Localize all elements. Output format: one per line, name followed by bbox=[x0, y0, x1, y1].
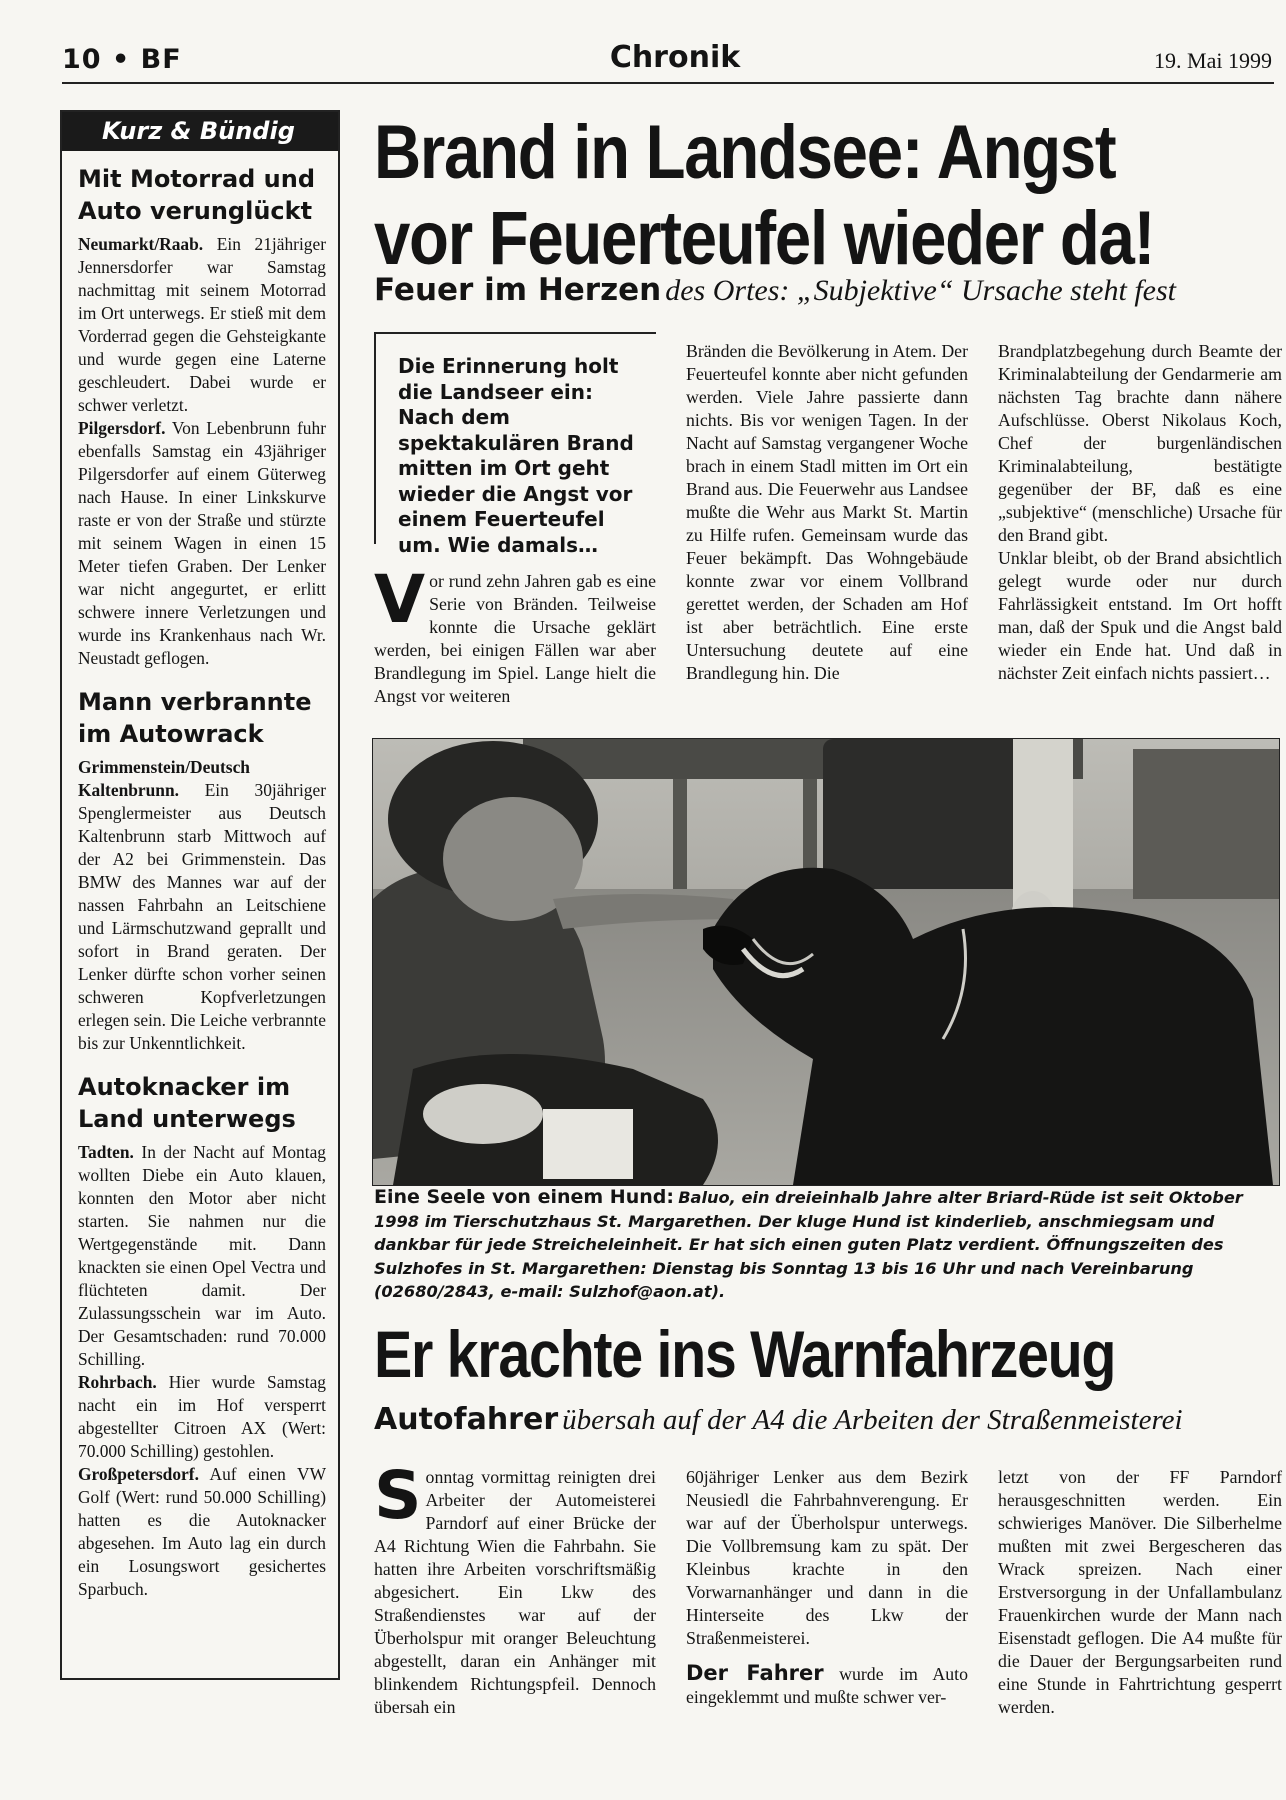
section-title: Chronik bbox=[609, 40, 741, 75]
column-paragraph: Brandplatzbegehung durch Beamte der Kriminalabteilung der Gendarmerie am nächsten Tag brachte dann nähere Aufschlüsse. Oberst Nikolaus Koch, Chef der burgenländischen Kriminalabteilung, bestätigte gegenüber der BF, daß es eine „subjektive“ (menschliche) Ursache für den Brand gibt. bbox=[998, 341, 1282, 545]
brief-place: Neumarkt/Raab. bbox=[78, 234, 204, 254]
column-text: onntag vormittag reinigten drei Arbeiter der Automeisterei Parndorf auf einer Brücke der A4 Richtung Wien die Fahrbahn. Sie hatten ihre Arbeiten vorschriftsmäßig abgesichert. Ein Lkw des Straßendienstes war auf der Überholspur mit oranger Beleuchtung abgestellt, daran ein Anhänger mit blinkendem Richtungspfeil. Dennoch übersah ein bbox=[374, 1467, 656, 1717]
article-column-1 bbox=[374, 561, 656, 708]
brief-title: Mit Motorrad und Auto verunglückt bbox=[78, 165, 316, 225]
caption-body: Baluo, ein dreieinhalb Jahre alter Briard-Rüde ist seit Oktober 1998 im Tierschutzhaus St. Margarethen. Der kluge Hund ist kinderlieb, anschmiegsam und dankbar für jede Streicheleinheit. Er hat sich einen guten Platz verdient. Öffnungszeiten des Sulzhofes in St. Margarethen: Dienstag bis Sonntag 13 bis 16 Uhr und nach Vereinbarung (02680/2843, e-mail: Sulzhof@aon.at). bbox=[374, 1188, 1243, 1301]
brief-text: Auf einen VW Golf (Wert: rund 50.000 Schilling) hatten es die Autoknacker abgesehen. Im Auto lag ein durch ein Losungswort gesichertes Sparbuch. bbox=[78, 1464, 327, 1599]
header-rule bbox=[62, 82, 1274, 84]
brief-place: Pilgersdorf. bbox=[78, 418, 166, 438]
column-text: or rund zehn Jahren gab es eine Serie von Bränden. Teilweise konnte die Ursache geklärt werden, bei einigen Fällen war aber Brandlegung im Spiel. Lange hielt die Angst vor weiteren bbox=[374, 571, 656, 706]
main-subheadline bbox=[374, 272, 1274, 308]
brief-paragraph bbox=[78, 417, 326, 670]
headline-line: Brand in Landsee: Angst bbox=[374, 110, 1116, 195]
brief-title: Autoknacker im Land unterwegs bbox=[78, 1073, 296, 1133]
brief-place: Tadten. bbox=[78, 1142, 134, 1162]
dog-photo-image bbox=[373, 739, 1279, 1185]
second-subheadline bbox=[374, 1402, 1274, 1437]
brief-paragraph bbox=[78, 756, 326, 1055]
brief-paragraph bbox=[78, 1463, 326, 1601]
subheadline-rest: des Ortes: „Subjektive“ Ursache steht fest bbox=[665, 274, 1176, 307]
column-paragraph bbox=[686, 1662, 968, 1709]
subheadline-lead: Autofahrer bbox=[374, 1402, 559, 1437]
main-headline bbox=[374, 110, 1155, 282]
issue-date: 19. Mai 1999 bbox=[1154, 48, 1272, 73]
article2-column-3: letzt von der FF Parndorf herausgeschnitten werden. Ein schwieriges Manöver. Die Silberhelme mußten mit zwei Bergescheren das Wrack spreizen. Nach einer Erstversorgung in der Unfallambulanz Frauenkirchen wurde der Mann nach Eisenstadt geflogen. Die A4 mußte für die Dauer der Bergungsarbeiten rund eine Stunde in Fahrtrichtung gesperrt werden. bbox=[998, 1467, 1282, 1717]
brief-paragraph bbox=[78, 1141, 326, 1371]
paragraph-lead: Der Fahrer bbox=[686, 1661, 824, 1685]
page-number: 10 • BF bbox=[62, 44, 182, 75]
brief-title: Mann verbrannte im Autowrack bbox=[78, 688, 312, 748]
brief-text: Ein 21jähriger Jennersdorfer war Samstag nachmittag mit seinem Motorrad im Ort unterwegs. Er stieß mit dem Vorderrad gegen die Gehsteigkante und wurde gegen eine Laterne geschleudert. Dabei wurde er schwer verletzt. bbox=[78, 234, 326, 415]
column-paragraph: 60jähriger Lenker aus dem Bezirk Neusiedl die Fahrbahnverengung. Er war auf der Überholspur unterwegs. Die Vollbremsung kam zu spät. Der Kleinbus krachte in den Vorwarnanhänger und dann in die Hinterseite des Lkw der Straßenmeisterei. bbox=[686, 1467, 968, 1648]
second-headline: Er krachte ins Warnfahrzeug bbox=[374, 1317, 1116, 1391]
sidebar-kurz-buendig bbox=[60, 110, 340, 1680]
brief-place: Grimmenstein/Deutsch Kaltenbrunn. bbox=[78, 757, 250, 800]
brief-place: Rohrbach. bbox=[78, 1372, 157, 1392]
photo-caption bbox=[374, 1186, 1278, 1304]
drop-cap: V bbox=[374, 561, 426, 638]
drop-cap: S bbox=[374, 1457, 422, 1534]
article2-column-1 bbox=[374, 1457, 656, 1719]
caption-lead: Eine Seele von einem Hund: bbox=[374, 1186, 674, 1208]
brief-text: Von Lebenbrunn fuhr ebenfalls Samstag ein 43jähriger Pilgersdorfer auf einem Güterweg nach Hause. In einer Linkskurve raste er von der Straße und stürzte mit seinem Wagen in einen 15 Meter tiefen Graben. Der Lenker war nicht angegurtet, er erlitt schwere innere Verletzungen und wurde ins Krankenhaus nach Wr. Neustadt geflogen. bbox=[78, 418, 326, 668]
subheadline-lead: Feuer im Herzen bbox=[374, 272, 662, 308]
article-column-3 bbox=[998, 340, 1282, 685]
brief-text: In der Nacht auf Montag wollten Diebe ein Auto klauen, konnten den Motor aber nicht starten. Sie nahmen nur die Wertgegenstände mit. Dann knackten sie einen Opel Vectra und flüchteten damit. Der Zulassungsschein war im Auto. Der Gesamtschaden: rund 70.000 Schilling. bbox=[78, 1142, 326, 1369]
brief-place: Großpetersdorf. bbox=[78, 1464, 199, 1484]
sidebar-heading: Kurz & Bündig bbox=[62, 112, 338, 151]
article-column-2: Bränden die Bevölkerung in Atem. Der Feuerteufel konnte aber nicht gefunden werden. Viele Jahre passierte dann nichts. Bis vor wenigen Tagen. In der Nacht auf Samstag vergangener Woche brach in einem Stadl mitten im Ort ein Brand aus. Die Feuerwehr aus Landsee mußte die Wehr aus Markt St. Martin zu Hilfe rufen. Gemeinsam wurde das Feuer bekämpft. Das Wohngebäude konnte zwar vor einem Vollbrand gerettet werden, der Schaden am Hof ist aber beträchtlich. Eine erste Untersuchung deutete auf eine Brandlegung hin. Die bbox=[686, 341, 968, 683]
brief-paragraph bbox=[78, 233, 326, 417]
headline-line: vor Feuerteufel wieder da! bbox=[374, 196, 1155, 281]
article2-column-2 bbox=[686, 1466, 968, 1709]
brief-paragraph bbox=[78, 1371, 326, 1463]
brief-text: Ein 30jähriger Spenglermeister aus Deutsch Kaltenbrunn starb Mittwoch auf der A2 bei Grimmenstein. Das BMW des Mannes war auf der nassen Fahrbahn an Leitschiene und Lärmschutzwand geprallt und sofort in Brand geraten. Der Lenker dürfte schon vorher seinen schweren Kopfverletzungen erlegen sein. Die Leiche verbrannte bis zur Unkenntlichkeit. bbox=[78, 780, 326, 1053]
dog-photo bbox=[372, 738, 1280, 1186]
column-paragraph: Unklar bleibt, ob der Brand absichtlich gelegt wurde oder nur durch Fahrlässigkeit entstand. Im Ort hofft man, daß der Spuk und die Angst bald wieder ein Ende hat. Und daß in nächster Zeit einfach nichts passiert… bbox=[998, 548, 1282, 683]
brief-text: Hier wurde Samstag nacht ein im Hof versperrt abgestellter Citroen AX (Wert: 70.000 Schilling) gestohlen. bbox=[78, 1372, 326, 1461]
pull-quote: Die Erinnerung holt die Landseer ein: Nach dem spektakulären Brand mitten im Ort geht wieder die Angst vor einem Feuerteufel um. Wie damals… bbox=[374, 332, 656, 544]
subheadline-rest: übersah auf der A4 die Arbeiten der Straßenmeisterei bbox=[562, 1404, 1183, 1436]
column-text: wurde im Auto eingeklemmt und mußte schwer ver- bbox=[686, 1664, 968, 1707]
